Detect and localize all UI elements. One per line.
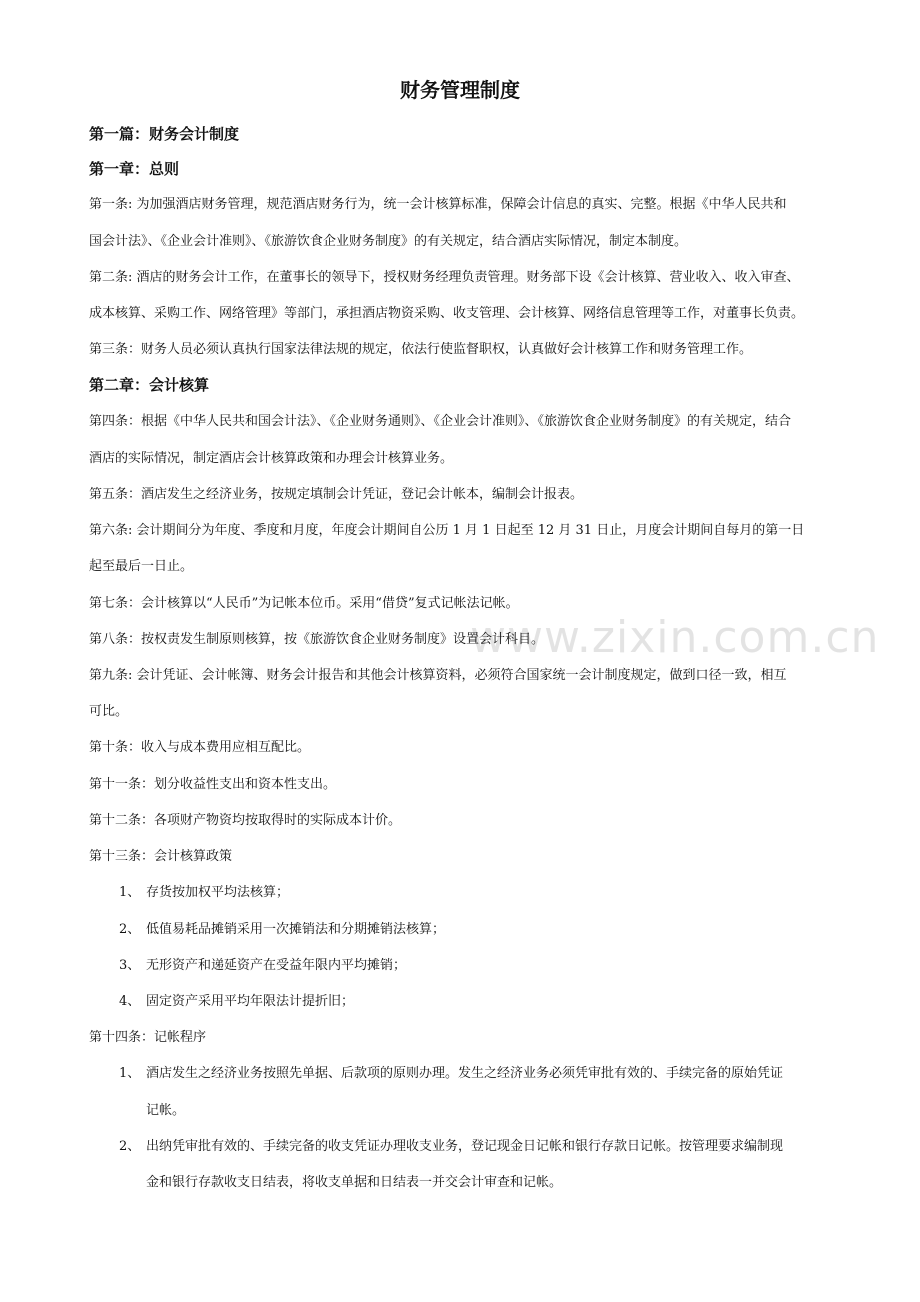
chapter-heading: 第一章：总则 — [89, 160, 180, 178]
list-item: 出纳凭审批有效的、手续完备的收支凭证办理收支业务，登记现金日记帐和银行存款日记帐。按管理要求编制现 — [146, 1139, 784, 1154]
list-number: 3、 — [119, 958, 141, 973]
list-item-continuation: 金和银行存款收支日结表，将收支单据和日结表一并交会计审查和记帐。 — [146, 1175, 563, 1190]
article-line: 第一条: 为加强酒店财务管理，规范酒店财务行为，统一会计核算标准，保障会计信息的真实、完整。根据《中华人民共和 — [89, 197, 787, 212]
watermark: www.zixin.com.cn — [470, 612, 880, 663]
article-line: 第十一条：划分收益性支出和资本性支出。 — [89, 777, 337, 792]
article-line: 可比。 — [89, 704, 129, 719]
article-line: 第四条：根据《中华人民共和国会计法》、《企业财务通则》、《企业会计准则》、《旅游饮食企业财务制度》的有关规定，结合 — [89, 414, 792, 429]
article-line: 成本核算、采购工作、网络管理》等部门，承担酒店物资采购、收支管理、会计核算、网络信息管理等工作，对董事长负责。 — [89, 306, 805, 321]
list-item: 固定资产采用平均年限法计提折旧； — [146, 994, 355, 1009]
article-line: 国会计法》、《企业会计准则》、《旅游饮食企业财务制度》的有关规定，结合酒店实际情况，制定本制度。 — [89, 234, 688, 249]
article-line: 第九条: 会计凭证、会计帐簿、财务会计报告和其他会计核算资料，必须符合国家统一会计制度规定，做到口径一致，相互 — [89, 668, 787, 683]
chapter-heading: 第二章：会计核算 — [89, 376, 210, 394]
article-line: 第十二条：各项财产物资均按取得时的实际成本计价。 — [89, 813, 402, 828]
article-line: 第五条：酒店发生之经济业务，按规定填制会计凭证，登记会计帐本，编制会计报表。 — [89, 487, 584, 502]
article-line: 第十三条：会计核算政策 — [89, 849, 233, 864]
list-item: 无形资产和递延资产在受益年限内平均摊销； — [146, 958, 407, 973]
article-line: 第六条: 会计期间分为年度、季度和月度，年度会计期间自公历 1 月 1 日起至 12 月 31 日止，月度会计期间自每月的第一日 — [89, 523, 805, 538]
list-item: 低值易耗品摊销采用一次摊销法和分期摊销法核算； — [146, 922, 446, 937]
list-number: 1、 — [119, 1066, 141, 1081]
list-number: 2、 — [119, 1139, 141, 1154]
part-heading: 第一篇：财务会计制度 — [89, 125, 240, 143]
article-line: 起至最后一日止。 — [89, 559, 194, 574]
document-title: 财务管理制度 — [400, 78, 520, 102]
list-number: 1、 — [119, 885, 141, 900]
article-line: 第七条：会计核算以“人民币”为记帐本位币。采用“借贷”复式记帐法记帐。 — [89, 596, 519, 611]
list-item: 存货按加权平均法核算； — [146, 885, 290, 900]
article-line: 第八条：按权责发生制原则核算，按《旅游饮食企业财务制度》设置会计科目。 — [89, 632, 545, 647]
article-line: 第十四条：记帐程序 — [89, 1030, 207, 1045]
article-line: 酒店的实际情况，制定酒店会计核算政策和办理会计核算业务。 — [89, 451, 454, 466]
list-item: 酒店发生之经济业务按照先单据、后款项的原则办理。发生之经济业务必须凭审批有效的、手续完备的原始凭证 — [146, 1066, 784, 1081]
article-line: 第三条：财务人员必须认真执行国家法律法规的规定，依法行使监督职权，认真做好会计核算工作和财务管理工作。 — [89, 342, 753, 357]
list-number: 4、 — [119, 994, 141, 1009]
list-item-continuation: 记帐。 — [146, 1103, 186, 1118]
article-line: 第二条: 酒店的财务会计工作，在董事长的领导下，授权财务经理负责管理。财务部下设《会计核算、营业收入、收入审查、 — [89, 270, 800, 285]
list-number: 2、 — [119, 922, 141, 937]
article-line: 第十条：收入与成本费用应相互配比。 — [89, 740, 311, 755]
